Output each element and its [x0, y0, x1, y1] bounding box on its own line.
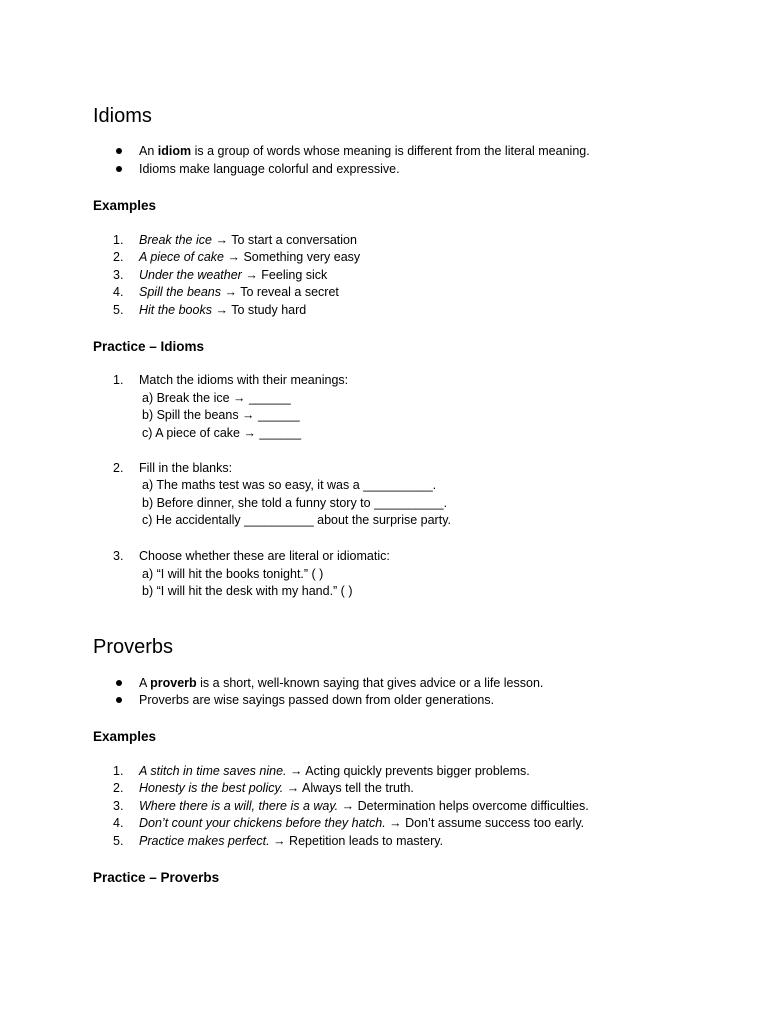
- idiom-example: Hit the books → To study hard: [139, 303, 307, 317]
- list-number: 4.: [113, 816, 124, 830]
- proverbs-definition: A proverb is a short, well-known saying that gives advice or a life lesson.: [139, 676, 544, 690]
- bullet-dot: [116, 680, 122, 686]
- list-number: 2.: [113, 461, 124, 475]
- practice-item: a) The maths test was so easy, it was a __________.: [142, 478, 437, 492]
- practice-prompt: Fill in the blanks:: [139, 461, 233, 475]
- list-number: 3.: [113, 549, 124, 563]
- idioms-title: Idioms: [93, 105, 152, 127]
- list-number: 2.: [113, 250, 124, 264]
- proverbs-title: Proverbs: [93, 636, 174, 658]
- practice-item: a) “I will hit the books tonight.” ( ): [142, 567, 324, 581]
- list-number: 3.: [113, 799, 124, 813]
- proverbs-bullet-2: Proverbs are wise sayings passed down from older generations.: [139, 693, 495, 707]
- idioms-examples-heading: Examples: [93, 198, 157, 213]
- list-number: 1.: [113, 233, 124, 247]
- proverbs-practice-heading: Practice – Proverbs: [93, 870, 220, 885]
- proverb-example: Don’t count your chickens before they hatch. → Don’t assume success too early.: [139, 816, 585, 830]
- practice-item: c) He accidentally __________ about the surprise party.: [142, 513, 451, 527]
- proverb-example: Where there is a will, there is a way. → Determination helps overcome difficulties.: [139, 799, 589, 813]
- bullet-dot: [116, 166, 122, 172]
- list-number: 5.: [113, 834, 124, 848]
- bullet-dot: [116, 697, 122, 703]
- idiom-example: Spill the beans → To reveal a secret: [139, 285, 339, 299]
- proverb-example: A stitch in time saves nine. → Acting quickly prevents bigger problems.: [139, 764, 530, 778]
- idiom-example: Under the weather → Feeling sick: [139, 268, 328, 282]
- list-number: 4.: [113, 285, 124, 299]
- list-number: 1.: [113, 764, 124, 778]
- practice-prompt: Choose whether these are literal or idiomatic:: [139, 549, 390, 563]
- idioms-bullet-2: Idioms make language colorful and expressive.: [139, 162, 400, 176]
- idioms-practice-heading: Practice – Idioms: [93, 339, 205, 354]
- list-number: 1.: [113, 373, 124, 387]
- practice-item: b) “I will hit the desk with my hand.” ( ): [142, 584, 353, 598]
- idiom-example: Break the ice → To start a conversation: [139, 233, 357, 247]
- proverb-example: Honesty is the best policy. → Always tell the truth.: [139, 781, 414, 795]
- proverb-example: Practice makes perfect. → Repetition leads to mastery.: [139, 834, 444, 848]
- practice-item: a) Break the ice → ______: [142, 391, 291, 405]
- idiom-example: A piece of cake → Something very easy: [139, 250, 361, 264]
- practice-prompt: Match the idioms with their meanings:: [139, 373, 349, 387]
- idioms-definition: An idiom is a group of words whose meaning is different from the literal meaning.: [139, 144, 590, 158]
- list-number: 2.: [113, 781, 124, 795]
- bullet-dot: [116, 148, 122, 154]
- list-number: 3.: [113, 268, 124, 282]
- proverbs-examples-heading: Examples: [93, 729, 157, 744]
- list-number: 5.: [113, 303, 124, 317]
- practice-item: c) A piece of cake → ______: [142, 426, 302, 440]
- practice-item: b) Spill the beans → ______: [142, 408, 300, 422]
- practice-item: b) Before dinner, she told a funny story to __________.: [142, 496, 448, 510]
